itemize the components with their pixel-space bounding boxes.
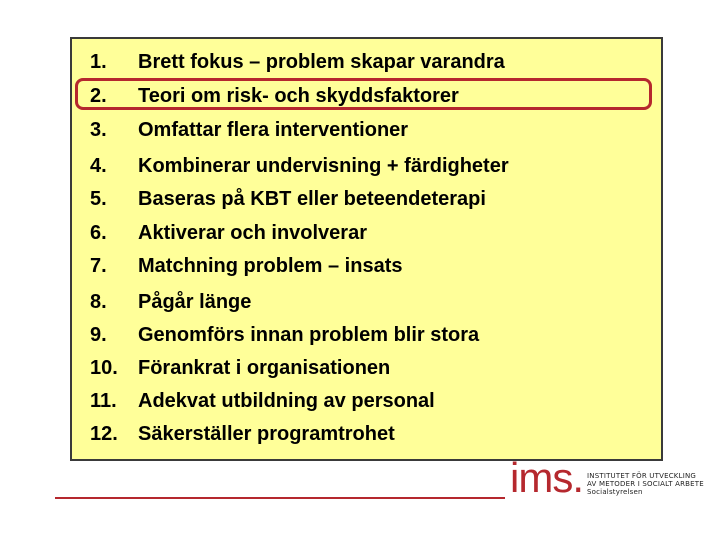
item-text: Matchning problem – insats — [138, 255, 403, 277]
item-number: 6. — [90, 222, 107, 244]
ims-logo: ims. — [510, 454, 583, 501]
footer-divider — [55, 497, 505, 499]
item-text: Aktiverar och involverar — [138, 222, 367, 244]
item-number: 9. — [90, 324, 107, 346]
item-number: 5. — [90, 188, 107, 210]
org-line-1: INSTITUTET FÖR UTVECKLING — [587, 472, 697, 480]
item-number: 8. — [90, 291, 107, 313]
highlight-box — [75, 78, 652, 110]
item-text: Förankrat i organisationen — [138, 357, 391, 379]
item-number: 7. — [90, 255, 107, 277]
item-text: Teori om risk- och skyddsfaktorer — [138, 85, 459, 107]
item-text: Omfattar flera interventioner — [138, 119, 409, 141]
org-line-2: AV METODER I SOCIALT ARBETE — [587, 480, 704, 488]
item-text: Adekvat utbildning av personal — [138, 390, 435, 412]
item-number: 3. — [90, 119, 107, 141]
item-number: 11. — [90, 390, 117, 412]
item-number: 10. — [90, 357, 118, 379]
item-text: Säkerställer programtrohet — [138, 423, 395, 445]
item-number: 2. — [90, 85, 107, 107]
item-text: Genomförs innan problem blir stora — [138, 324, 480, 346]
item-number: 1. — [90, 51, 107, 73]
item-text: Baseras på KBT eller beteendeterapi — [138, 188, 486, 210]
item-number: 4. — [90, 155, 107, 177]
item-number: 12. — [90, 423, 118, 445]
organization-name — [587, 472, 704, 496]
item-text: Kombinerar undervisning + färdigheter — [138, 155, 509, 177]
item-text: Brett fokus – problem skapar varandra — [138, 51, 505, 73]
org-line-3: Socialstyrelsen — [587, 488, 643, 496]
item-text: Pågår länge — [138, 291, 252, 313]
